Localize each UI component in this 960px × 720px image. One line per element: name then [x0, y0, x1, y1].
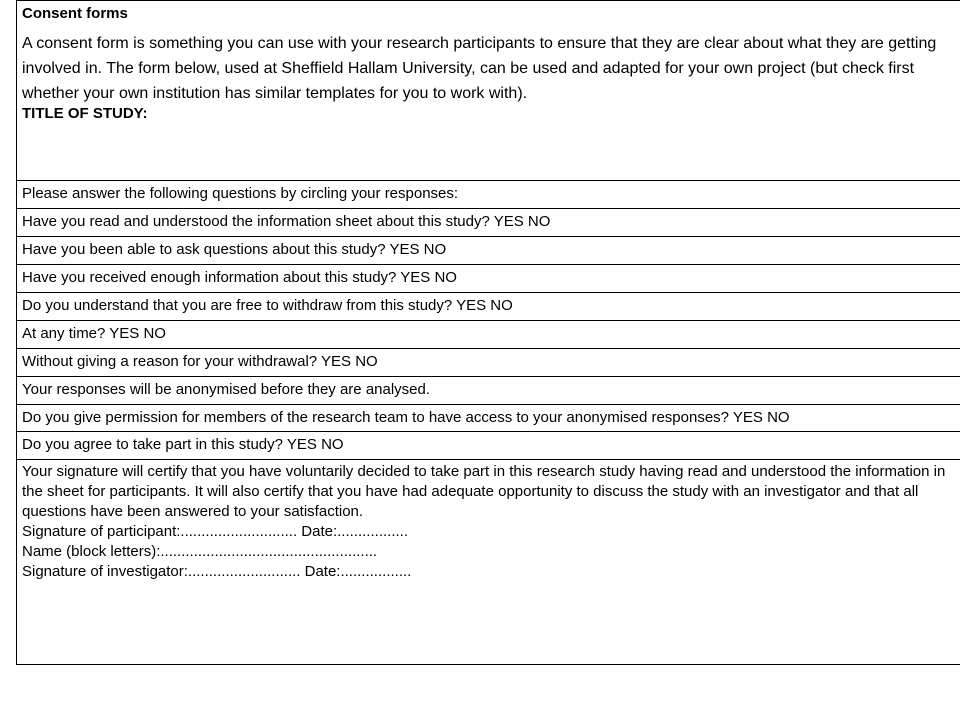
consent-form-table — [16, 0, 960, 665]
question-enough-information[interactable]: Have you received enough information about this study? YES NO — [17, 265, 960, 293]
question-row — [17, 237, 960, 265]
statement-row — [17, 377, 960, 405]
question-ask-questions[interactable]: Have you been able to ask questions about this study? YES NO — [17, 237, 960, 265]
statement-anonymised: Your responses will be anonymised before they are analysed. — [17, 377, 960, 405]
question-row — [17, 209, 960, 237]
investigator-signature-field[interactable]: Signature of investigator:........................... Date:................. — [22, 563, 412, 580]
question-free-to-withdraw[interactable]: Do you understand that you are free to withdraw from this study? YES NO — [17, 293, 960, 321]
question-row — [17, 432, 960, 460]
signature-row — [17, 460, 960, 665]
intro-row — [17, 1, 960, 181]
block-letters-name-field[interactable]: Name (block letters):.................................................... — [22, 543, 378, 560]
question-row — [17, 293, 960, 321]
question-row — [17, 321, 960, 349]
study-title-label: TITLE OF STUDY: — [22, 105, 148, 122]
question-any-time[interactable]: At any time? YES NO — [17, 321, 960, 349]
question-row — [17, 405, 960, 432]
instructions-text: Please answer the following questions by circling your responses: — [17, 181, 960, 209]
participant-signature-field[interactable]: Signature of participant:............................ Date:................. — [22, 523, 408, 540]
question-without-reason[interactable]: Without giving a reason for your withdrawal? YES NO — [17, 349, 960, 377]
certification-paragraph: Your signature will certify that you have voluntarily decided to take part in this research study having read and understood the information in the sheet for participants. It will also certify that you have had adequate opportunity to discuss the study with an investigator and that all questions have been answered to your satisfaction. — [22, 463, 946, 520]
form-heading: Consent forms — [22, 5, 128, 22]
intro-cell — [17, 1, 960, 181]
signature-cell — [17, 460, 960, 665]
question-row — [17, 349, 960, 377]
question-row — [17, 265, 960, 293]
instructions-row — [17, 181, 960, 209]
question-read-info-sheet[interactable]: Have you read and understood the information sheet about this study? YES NO — [17, 209, 960, 237]
question-agree-take-part[interactable]: Do you agree to take part in this study? YES NO — [17, 432, 960, 460]
question-permission-access[interactable]: Do you give permission for members of the research team to have access to your anonymised responses? YES NO — [17, 405, 960, 432]
intro-paragraph: A consent form is something you can use with your research participants to ensure that they are clear about what they are getting involved in. The form below, used at Sheffield Hallam University, can be used and adapted for your own project (but check first whether your own institution has similar templates for you to work with). — [22, 35, 937, 102]
